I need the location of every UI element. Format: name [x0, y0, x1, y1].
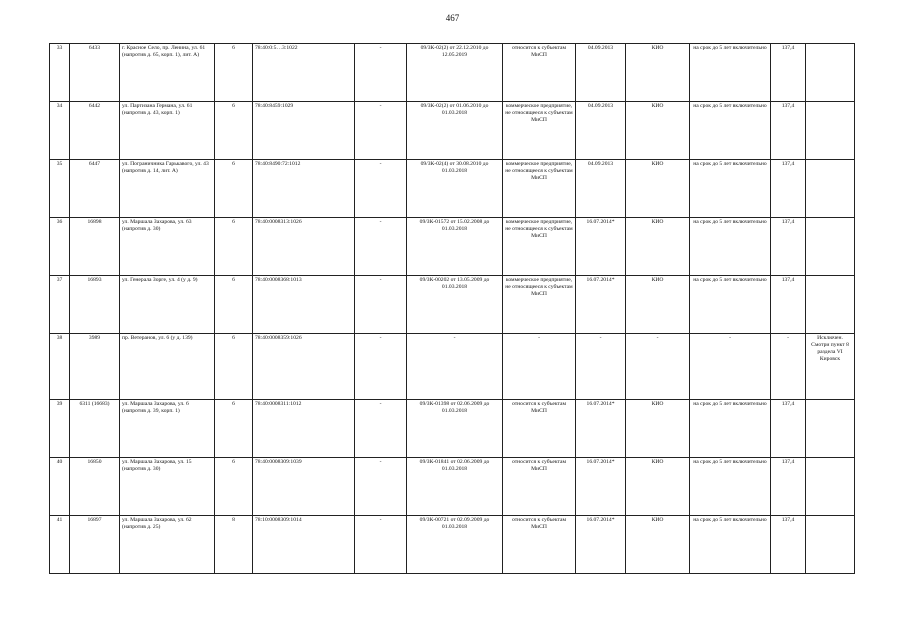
cell-address: г. Красное Село, пр. Ленина, ул. 61 (напротив д. 65, корп. 1), лит. А)	[120, 44, 215, 102]
cell-cadastral-number: 78:40:0008368:1013	[253, 276, 355, 334]
cell-area: 137,4	[771, 218, 806, 276]
cell-object-id: 6442	[70, 102, 120, 160]
registry-table	[49, 43, 855, 574]
cell-inclusion-date: 16.07.2014*	[576, 276, 626, 334]
cell-address: ул. Маршала Захарова, ул. 6 (напротив д. 39, корп. 1)	[120, 400, 215, 458]
cell-note	[806, 218, 855, 276]
cell-note	[806, 458, 855, 516]
cell-cadastral-number: 78:40:0008313:1026	[253, 218, 355, 276]
cell-lease-term: -	[690, 334, 771, 400]
cell-tenant-category: коммерческое предприятие, не относящееся к субъектам МиСП	[503, 218, 576, 276]
cell-cadastral-number: 78:40:8459:1029	[253, 102, 355, 160]
cell-cadastral-number: 78:40:8490:72:1012	[253, 160, 355, 218]
cell-address: пр. Ветеранов, ул. 6 (у д. 139)	[120, 334, 215, 400]
cell-authority: -	[626, 334, 690, 400]
cell-lease-term: на срок до 5 лет включительно	[690, 516, 771, 574]
cell-note	[806, 44, 855, 102]
cell-object-count: 6	[215, 44, 253, 102]
cell-lease-term: на срок до 5 лет включительно	[690, 400, 771, 458]
cell-inclusion-date: 16.07.2014*	[576, 458, 626, 516]
cell-row-number: 38	[50, 334, 70, 400]
cell-inclusion-date: 16.07.2014*	[576, 400, 626, 458]
cell-area: -	[771, 334, 806, 400]
cell-object-count: 6	[215, 334, 253, 400]
cell-object-count: 8	[215, 516, 253, 574]
cell-address: ул. Маршала Захарова, ул. 15 (напротив д. 30)	[120, 458, 215, 516]
cell-authority: КИО	[626, 44, 690, 102]
table-row	[50, 44, 855, 102]
cell-inclusion-date: 04.09.2013	[576, 44, 626, 102]
cell-cadastral-number: 78:40:0008309:1039	[253, 458, 355, 516]
cell-empty-column: -	[355, 44, 407, 102]
cell-lease-term: на срок до 5 лет включительно	[690, 44, 771, 102]
table-row	[50, 102, 855, 160]
cell-tenant-category: относится к субъектам МиСП	[503, 516, 576, 574]
cell-row-number: 41	[50, 516, 70, 574]
cell-object-count: 6	[215, 400, 253, 458]
cell-inclusion-date: -	[576, 334, 626, 400]
cell-row-number: 34	[50, 102, 70, 160]
cell-empty-column: -	[355, 102, 407, 160]
cell-tenant-category: -	[503, 334, 576, 400]
cell-contract: 09/ЗК-00202 от 13.05.2009 до 01.03.2018	[407, 276, 503, 334]
table-row	[50, 218, 855, 276]
cell-object-id: 16897	[70, 516, 120, 574]
cell-tenant-category: относится к субъектам МиСП	[503, 44, 576, 102]
cell-cadastral-number: 78:10:0008309:1014	[253, 516, 355, 574]
table-row	[50, 400, 855, 458]
cell-address: ул. Генерала Зорге, ул. 4 (у д. 9)	[120, 276, 215, 334]
cell-address: ул. Пограничника Гарькавого, ул. 43 (напротив д. 14, лит. А)	[120, 160, 215, 218]
cell-object-id: 16893	[70, 276, 120, 334]
cell-area: 137,4	[771, 516, 806, 574]
page-number: 467	[445, 13, 460, 23]
cell-address: ул. Маршала Захарова, ул. 62 (напротив д. 25)	[120, 516, 215, 574]
cell-cadastral-number: 78:40:0008311:1012	[253, 400, 355, 458]
cell-empty-column: -	[355, 516, 407, 574]
cell-tenant-category: относится к субъектам МиСП	[503, 458, 576, 516]
cell-empty-column: -	[355, 334, 407, 400]
cell-address: ул. Партизана Германа, ул. 61 (напротив д. 43, корп. 1)	[120, 102, 215, 160]
cell-row-number: 35	[50, 160, 70, 218]
cell-lease-term: на срок до 5 лет включительно	[690, 102, 771, 160]
cell-row-number: 36	[50, 218, 70, 276]
cell-empty-column: -	[355, 400, 407, 458]
cell-contract: 09/ЗК-01841 от 02.06.2009 до 01.03.2018	[407, 458, 503, 516]
cell-authority: КИО	[626, 458, 690, 516]
cell-authority: КИО	[626, 218, 690, 276]
table-row	[50, 334, 855, 400]
cell-row-number: 33	[50, 44, 70, 102]
cell-cadastral-number: 78:40:0:5…3:1022	[253, 44, 355, 102]
cell-area: 137,4	[771, 102, 806, 160]
cell-note	[806, 102, 855, 160]
cell-lease-term: на срок до 5 лет включительно	[690, 160, 771, 218]
cell-note	[806, 160, 855, 218]
cell-row-number: 40	[50, 458, 70, 516]
cell-object-count: 6	[215, 276, 253, 334]
cell-area: 137,4	[771, 160, 806, 218]
cell-object-count: 6	[215, 218, 253, 276]
table-row	[50, 160, 855, 218]
cell-authority: КИО	[626, 516, 690, 574]
cell-tenant-category: коммерческое предприятие, не относящееся к субъектам МиСП	[503, 160, 576, 218]
cell-object-id: 6433	[70, 44, 120, 102]
cell-row-number: 39	[50, 400, 70, 458]
cell-area: 137,4	[771, 458, 806, 516]
cell-lease-term: на срок до 5 лет включительно	[690, 458, 771, 516]
cell-contract: 09/ЗК-00721 от 02.09.2009 до 01.03.2018	[407, 516, 503, 574]
cell-empty-column: -	[355, 160, 407, 218]
cell-object-count: 6	[215, 458, 253, 516]
cell-inclusion-date: 16.07.2014*	[576, 516, 626, 574]
cell-note	[806, 276, 855, 334]
cell-contract: 09/ЗК-01572 от 15.02.2008 до 01.03.2018	[407, 218, 503, 276]
cell-cadastral-number: 78:40:0008359:1026	[253, 334, 355, 400]
cell-area: 137,4	[771, 44, 806, 102]
table-row	[50, 276, 855, 334]
cell-tenant-category: коммерческое предприятие, не относящееся к субъектам МиСП	[503, 276, 576, 334]
cell-contract: 09/ЗК-02(4) от 30.08.2010 до 01.03.2018	[407, 160, 503, 218]
cell-address: ул. Маршала Захарова, ул. 63 (напротив д. 30)	[120, 218, 215, 276]
cell-object-count: 6	[215, 102, 253, 160]
cell-contract: 09/ЗК-02(2) от 22.12.2010 до 12.05.2019	[407, 44, 503, 102]
cell-lease-term: на срок до 5 лет включительно	[690, 218, 771, 276]
cell-authority: КИО	[626, 160, 690, 218]
cell-inclusion-date: 04.09.2013	[576, 102, 626, 160]
cell-authority: КИО	[626, 276, 690, 334]
cell-note	[806, 400, 855, 458]
cell-object-id: 6447	[70, 160, 120, 218]
table-row	[50, 458, 855, 516]
cell-note: Исключен. Смотри пункт 8 раздела VI Кировск	[806, 334, 855, 400]
cell-empty-column: -	[355, 458, 407, 516]
cell-contract: -	[407, 334, 503, 400]
cell-authority: КИО	[626, 102, 690, 160]
cell-tenant-category: относится к субъектам МиСП	[503, 400, 576, 458]
cell-object-count: 6	[215, 160, 253, 218]
cell-contract: 09/ЗК-01398 от 02.06.2009 до 01.03.2018	[407, 400, 503, 458]
cell-area: 137,4	[771, 276, 806, 334]
cell-row-number: 37	[50, 276, 70, 334]
cell-object-id: 16898	[70, 218, 120, 276]
cell-inclusion-date: 04.09.2013	[576, 160, 626, 218]
cell-note	[806, 516, 855, 574]
cell-object-id: 6311 (16683)	[70, 400, 120, 458]
cell-empty-column: -	[355, 218, 407, 276]
table-row	[50, 516, 855, 574]
cell-contract: 09/ЗК-02(2) от 01.06.2010 до 01.03.2018	[407, 102, 503, 160]
cell-area: 137,4	[771, 400, 806, 458]
cell-inclusion-date: 16.07.2014*	[576, 218, 626, 276]
cell-object-id: 3989	[70, 334, 120, 400]
cell-object-id: 16850	[70, 458, 120, 516]
cell-empty-column: -	[355, 276, 407, 334]
cell-tenant-category: коммерческое предприятие, не относящееся к субъектам МиСП	[503, 102, 576, 160]
cell-lease-term: на срок до 5 лет включительно	[690, 276, 771, 334]
cell-authority: КИО	[626, 400, 690, 458]
